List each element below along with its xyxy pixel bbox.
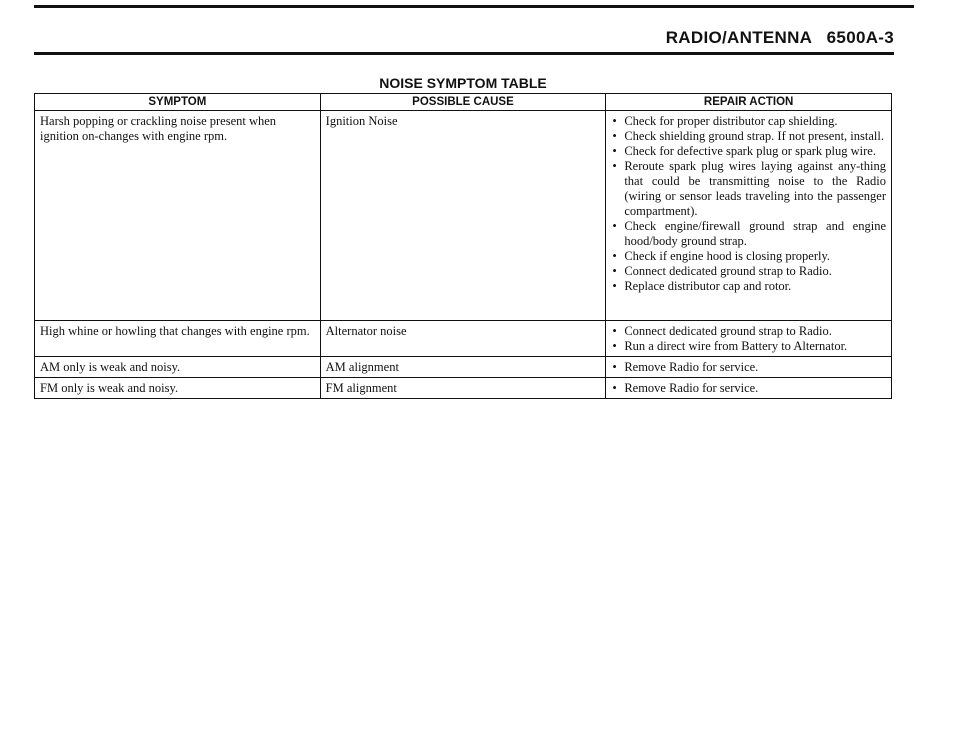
repair-action-item: • Check if engine hood is closing properly. bbox=[611, 249, 886, 264]
repair-action-item: • Connect dedicated ground strap to Radio. bbox=[611, 324, 886, 339]
repair-action-item: • Connect dedicated ground strap to Radio. bbox=[611, 264, 886, 279]
page-header-title: RADIO/ANTENNA 6500A-3 bbox=[665, 28, 894, 47]
repair-action-cell bbox=[606, 378, 892, 399]
top-rule bbox=[34, 5, 914, 8]
repair-action-list bbox=[611, 381, 886, 396]
repair-action-item: • Check for proper distributor cap shielding. bbox=[611, 114, 886, 129]
symptom-cell: Harsh popping or crackling noise present when ignition on-changes with engine rpm. bbox=[35, 111, 321, 321]
table-row bbox=[35, 111, 892, 321]
cause-cell: Ignition Noise bbox=[320, 111, 606, 321]
repair-action-list bbox=[611, 360, 886, 375]
symptom-cell: AM only is weak and noisy. bbox=[35, 357, 321, 378]
repair-action-item: • Replace distributor cap and rotor. bbox=[611, 279, 886, 294]
column-header-repair-action: REPAIR ACTION bbox=[606, 94, 892, 111]
repair-action-list bbox=[611, 114, 886, 294]
noise-symptom-table bbox=[34, 93, 892, 399]
cause-cell: FM alignment bbox=[320, 378, 606, 399]
column-header-symptom: SYMPTOM bbox=[35, 94, 321, 111]
repair-action-item: • Check shielding ground strap. If not present, install. bbox=[611, 129, 886, 144]
cause-cell: Alternator noise bbox=[320, 321, 606, 357]
repair-action-item: • Check for defective spark plug or spark plug wire. bbox=[611, 144, 886, 159]
repair-action-item: • Remove Radio for service. bbox=[611, 360, 886, 375]
repair-action-item: • Remove Radio for service. bbox=[611, 381, 886, 396]
table-row bbox=[35, 321, 892, 357]
repair-action-cell bbox=[606, 357, 892, 378]
repair-action-cell bbox=[606, 111, 892, 321]
repair-action-item: • Check engine/firewall ground strap and engine hood/body ground strap. bbox=[611, 219, 886, 249]
repair-action-list bbox=[611, 324, 886, 354]
repair-action-cell bbox=[606, 321, 892, 357]
repair-action-item: • Reroute spark plug wires laying against any-thing that could be transmitting noise to the Radio (wiring or sensor leads traveling into the passenger compartment). bbox=[611, 159, 886, 219]
page-header bbox=[34, 30, 894, 55]
table-row bbox=[35, 378, 892, 399]
symptom-cell: High whine or howling that changes with engine rpm. bbox=[35, 321, 321, 357]
symptom-cell: FM only is weak and noisy. bbox=[35, 378, 321, 399]
cause-cell: AM alignment bbox=[320, 357, 606, 378]
table-header-row bbox=[35, 94, 892, 111]
repair-action-item: • Run a direct wire from Battery to Alternator. bbox=[611, 339, 886, 354]
table-row bbox=[35, 357, 892, 378]
column-header-possible-cause: POSSIBLE CAUSE bbox=[320, 94, 606, 111]
table-title: NOISE SYMPTOM TABLE bbox=[379, 75, 547, 91]
